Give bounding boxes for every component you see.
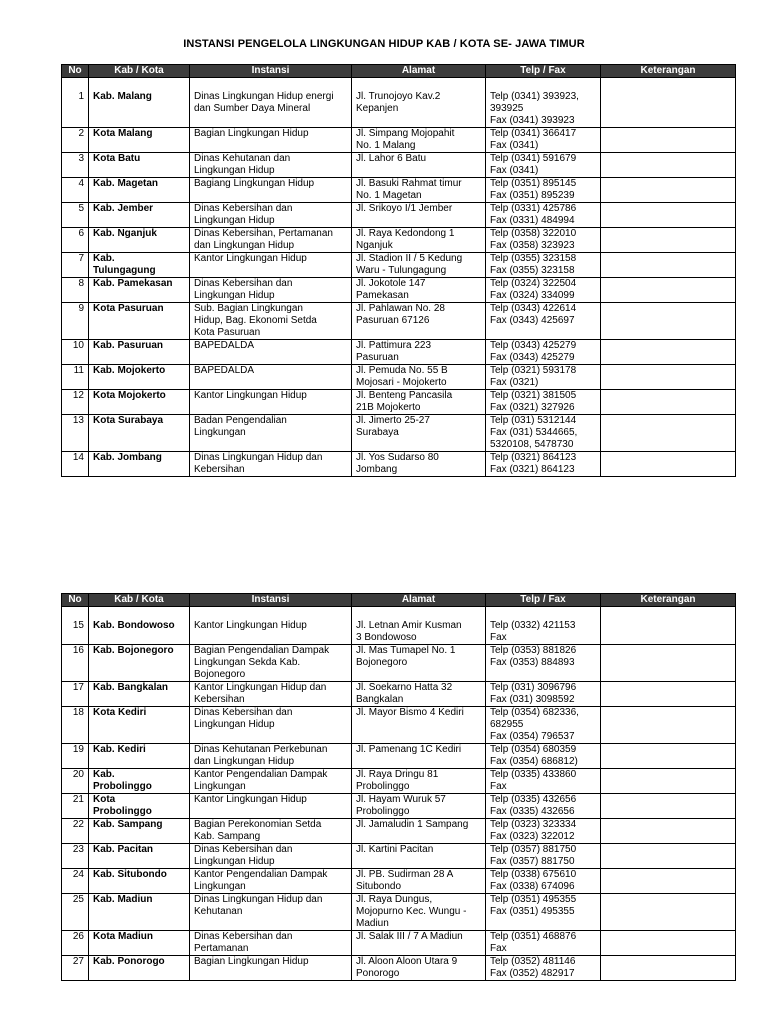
cell-alamat: Jl. Raya Kedondong 1 Nganjuk [352, 228, 486, 253]
table-row [62, 707, 736, 744]
cell-kab-kota: Kota Madiun [89, 931, 190, 956]
cell-kab-kota: Kab. Madiun [89, 894, 190, 931]
cell-keterangan [601, 819, 736, 844]
table-row [62, 819, 736, 844]
table-row [62, 931, 736, 956]
cell-alamat: Jl. Mayor Bismo 4 Kediri [352, 707, 486, 744]
cell-telp-fax: Telp (0351) 495355 Fax (0351) 495355 [486, 894, 601, 931]
table-header-row [62, 594, 736, 607]
cell-telp-fax: Telp (0324) 322504 Fax (0324) 334099 [486, 278, 601, 303]
header-keterangan: Keterangan [601, 65, 736, 78]
cell-no: 7 [62, 253, 89, 278]
table-row [62, 340, 736, 365]
cell-keterangan [601, 390, 736, 415]
cell-telp-fax: Telp (0357) 881750 Fax (0357) 881750 [486, 844, 601, 869]
cell-telp-fax: Telp (0321) 593178 Fax (0321) [486, 365, 601, 390]
cell-kab-kota: Kab. Pamekasan [89, 278, 190, 303]
table-row [62, 894, 736, 931]
cell-kab-kota: Kab. Pasuruan [89, 340, 190, 365]
cell-keterangan [601, 744, 736, 769]
cell-keterangan [601, 278, 736, 303]
cell-alamat: Jl. Jamaludin 1 Sampang [352, 819, 486, 844]
cell-keterangan [601, 869, 736, 894]
cell-telp-fax: Telp (0341) 393923, 393925 Fax (0341) 393923 [486, 78, 601, 128]
cell-telp-fax: Telp (0323) 323334 Fax (0323) 322012 [486, 819, 601, 844]
cell-no: 9 [62, 303, 89, 340]
cell-kab-kota: Kab. Bondowoso [89, 607, 190, 645]
cell-telp-fax: Telp (0355) 323158 Fax (0355) 323158 [486, 253, 601, 278]
table-row [62, 769, 736, 794]
cell-instansi: Dinas Kebersihan, Pertamanan dan Lingkungan Hidup [190, 228, 352, 253]
cell-no: 19 [62, 744, 89, 769]
cell-alamat: Jl. Stadion II / 5 Kedung Waru - Tulungagung [352, 253, 486, 278]
table-row [62, 956, 736, 981]
header-kab-kota: Kab / Kota [89, 594, 190, 607]
cell-instansi: Dinas Kehutanan Perkebunan dan Lingkungan Hidup [190, 744, 352, 769]
cell-telp-fax: Telp (0331) 425786 Fax (0331) 484994 [486, 203, 601, 228]
cell-alamat: Jl. Raya Dungus, Mojopurno Kec. Wungu - Madiun [352, 894, 486, 931]
cell-kab-kota: Kota Mojokerto [89, 390, 190, 415]
cell-kab-kota: Kab. Probolinggo [89, 769, 190, 794]
cell-alamat: Jl. Aloon Aloon Utara 9 Ponorogo [352, 956, 486, 981]
cell-telp-fax: Telp (0341) 366417 Fax (0341) [486, 128, 601, 153]
cell-no: 13 [62, 415, 89, 452]
cell-no: 17 [62, 682, 89, 707]
cell-no: 18 [62, 707, 89, 744]
cell-alamat: Jl. Pamenang 1C Kediri [352, 744, 486, 769]
cell-instansi: Kantor Pengendalian Dampak Lingkungan [190, 869, 352, 894]
agency-table-2 [61, 593, 736, 981]
cell-no: 20 [62, 769, 89, 794]
cell-instansi: Dinas Kebersihan dan Lingkungan Hidup [190, 278, 352, 303]
cell-alamat: Jl. Jimerto 25-27 Surabaya [352, 415, 486, 452]
table-row [62, 278, 736, 303]
table-row [62, 744, 736, 769]
table-row [62, 153, 736, 178]
cell-alamat: Jl. Pahlawan No. 28 Pasuruan 67126 [352, 303, 486, 340]
cell-alamat: Jl. Salak III / 7 A Madiun [352, 931, 486, 956]
cell-keterangan [601, 645, 736, 682]
cell-alamat: Jl. Benteng Pancasila 21B Mojokerto [352, 390, 486, 415]
cell-alamat: Jl. Pemuda No. 55 B Mojosari - Mojokerto [352, 365, 486, 390]
cell-keterangan [601, 707, 736, 744]
cell-keterangan [601, 415, 736, 452]
cell-telp-fax: Telp (0343) 422614 Fax (0343) 425697 [486, 303, 601, 340]
cell-no: 5 [62, 203, 89, 228]
cell-telp-fax: Telp (031) 3096796 Fax (031) 3098592 [486, 682, 601, 707]
cell-kab-kota: Kab. Jember [89, 203, 190, 228]
table-row [62, 869, 736, 894]
cell-kab-kota: Kab. Sampang [89, 819, 190, 844]
cell-kab-kota: Kab. Tulungagung [89, 253, 190, 278]
cell-no: 10 [62, 340, 89, 365]
cell-instansi: Bagian Lingkungan Hidup [190, 956, 352, 981]
cell-keterangan [601, 203, 736, 228]
cell-alamat: Jl. Pattimura 223 Pasuruan [352, 340, 486, 365]
cell-alamat: Jl. Hayam Wuruk 57 Probolinggo [352, 794, 486, 819]
table-row [62, 178, 736, 203]
cell-instansi: Dinas Kehutanan dan Lingkungan Hidup [190, 153, 352, 178]
cell-keterangan [601, 844, 736, 869]
cell-alamat: Jl. Letnan Amir Kusman 3 Bondowoso [352, 607, 486, 645]
cell-no: 12 [62, 390, 89, 415]
cell-kab-kota: Kota Probolinggo [89, 794, 190, 819]
cell-instansi: BAPEDALDA [190, 340, 352, 365]
table-row [62, 365, 736, 390]
table-row [62, 228, 736, 253]
cell-kab-kota: Kab. Bojonegoro [89, 645, 190, 682]
cell-instansi: Kantor Pengendalian Dampak Lingkungan [190, 769, 352, 794]
header-instansi: Instansi [190, 65, 352, 78]
header-keterangan: Keterangan [601, 594, 736, 607]
cell-alamat: Jl. Soekarno Hatta 32 Bangkalan [352, 682, 486, 707]
cell-telp-fax: Telp (0321) 864123 Fax (0321) 864123 [486, 452, 601, 477]
cell-keterangan [601, 894, 736, 931]
cell-telp-fax: Telp (0352) 481146 Fax (0352) 482917 [486, 956, 601, 981]
cell-kab-kota: Kab. Malang [89, 78, 190, 128]
cell-no: 3 [62, 153, 89, 178]
cell-telp-fax: Telp (0351) 895145 Fax (0351) 895239 [486, 178, 601, 203]
cell-instansi: Bagiang Lingkungan Hidup [190, 178, 352, 203]
cell-keterangan [601, 769, 736, 794]
cell-instansi: BAPEDALDA [190, 365, 352, 390]
cell-instansi: Badan Pengendalian Lingkungan [190, 415, 352, 452]
cell-instansi: Dinas Kebersihan dan Pertamanan [190, 931, 352, 956]
cell-no: 11 [62, 365, 89, 390]
cell-kab-kota: Kota Pasuruan [89, 303, 190, 340]
cell-no: 24 [62, 869, 89, 894]
cell-kab-kota: Kab. Mojokerto [89, 365, 190, 390]
cell-alamat: Jl. Trunojoyo Kav.2 Kepanjen [352, 78, 486, 128]
cell-instansi: Dinas Lingkungan Hidup energi dan Sumber Daya Mineral [190, 78, 352, 128]
table-row [62, 645, 736, 682]
table-row [62, 303, 736, 340]
cell-instansi: Bagian Lingkungan Hidup [190, 128, 352, 153]
cell-keterangan [601, 253, 736, 278]
table-row [62, 682, 736, 707]
cell-instansi: Dinas Lingkungan Hidup dan Kehutanan [190, 894, 352, 931]
cell-no: 27 [62, 956, 89, 981]
cell-kab-kota: Kota Batu [89, 153, 190, 178]
cell-keterangan [601, 452, 736, 477]
cell-telp-fax: Telp (0335) 433860 Fax [486, 769, 601, 794]
cell-alamat: Jl. Mas Tumapel No. 1 Bojonegoro [352, 645, 486, 682]
cell-no: 16 [62, 645, 89, 682]
cell-instansi: Kantor Lingkungan Hidup [190, 794, 352, 819]
header-alamat: Alamat [352, 594, 486, 607]
cell-keterangan [601, 78, 736, 128]
cell-instansi: Kantor Lingkungan Hidup dan Kebersihan [190, 682, 352, 707]
agency-table-1 [61, 64, 736, 477]
cell-telp-fax: Telp (0341) 591679 Fax (0341) [486, 153, 601, 178]
table-row [62, 452, 736, 477]
cell-no: 14 [62, 452, 89, 477]
cell-telp-fax: Telp (0321) 381505 Fax (0321) 327926 [486, 390, 601, 415]
cell-instansi: Dinas Kebersihan dan Lingkungan Hidup [190, 844, 352, 869]
table-row [62, 794, 736, 819]
table-row [62, 128, 736, 153]
cell-instansi: Dinas Lingkungan Hidup dan Kebersihan [190, 452, 352, 477]
cell-no: 8 [62, 278, 89, 303]
cell-no: 15 [62, 607, 89, 645]
cell-kab-kota: Kab. Jombang [89, 452, 190, 477]
cell-instansi: Dinas Kebersihan dan Lingkungan Hidup [190, 203, 352, 228]
cell-telp-fax: Telp (0353) 881826 Fax (0353) 884893 [486, 645, 601, 682]
header-no: No [62, 594, 89, 607]
cell-alamat: Jl. Kartini Pacitan [352, 844, 486, 869]
cell-keterangan [601, 682, 736, 707]
table-row [62, 415, 736, 452]
cell-keterangan [601, 128, 736, 153]
cell-instansi: Kantor Lingkungan Hidup [190, 607, 352, 645]
cell-telp-fax: Telp (031) 5312144 Fax (031) 5344665, 5320108, 5478730 [486, 415, 601, 452]
table-row [62, 253, 736, 278]
cell-telp-fax: Telp (0354) 680359 Fax (0354) 686812) [486, 744, 601, 769]
header-no: No [62, 65, 89, 78]
cell-no: 23 [62, 844, 89, 869]
cell-keterangan [601, 303, 736, 340]
cell-kab-kota: Kab. Bangkalan [89, 682, 190, 707]
cell-kab-kota: Kab. Nganjuk [89, 228, 190, 253]
cell-no: 25 [62, 894, 89, 931]
table-row [62, 203, 736, 228]
cell-keterangan [601, 607, 736, 645]
table-row [62, 390, 736, 415]
cell-no: 2 [62, 128, 89, 153]
cell-alamat: Jl. Lahor 6 Batu [352, 153, 486, 178]
cell-alamat: Jl. Yos Sudarso 80 Jombang [352, 452, 486, 477]
cell-kab-kota: Kab. Ponorogo [89, 956, 190, 981]
cell-instansi: Dinas Kebersihan dan Lingkungan Hidup [190, 707, 352, 744]
cell-keterangan [601, 228, 736, 253]
header-instansi: Instansi [190, 594, 352, 607]
cell-instansi: Sub. Bagian Lingkungan Hidup, Bag. Ekonomi Setda Kota Pasuruan [190, 303, 352, 340]
cell-telp-fax: Telp (0338) 675610 Fax (0338) 674096 [486, 869, 601, 894]
cell-no: 21 [62, 794, 89, 819]
cell-kab-kota: Kota Kediri [89, 707, 190, 744]
cell-keterangan [601, 365, 736, 390]
header-telp-fax: Telp / Fax [486, 594, 601, 607]
header-telp-fax: Telp / Fax [486, 65, 601, 78]
cell-instansi: Bagian Perekonomian Setda Kab. Sampang [190, 819, 352, 844]
cell-telp-fax: Telp (0335) 432656 Fax (0335) 432656 [486, 794, 601, 819]
cell-alamat: Jl. Srikoyo I/1 Jember [352, 203, 486, 228]
cell-alamat: Jl. Basuki Rahmat timur No. 1 Magetan [352, 178, 486, 203]
cell-telp-fax: Telp (0332) 421153 Fax [486, 607, 601, 645]
document-title: INSTANSI PENGELOLA LINGKUNGAN HIDUP KAB / KOTA SE- JAWA TIMUR [183, 38, 585, 50]
cell-keterangan [601, 153, 736, 178]
cell-alamat: Jl. Jokotole 147 Pamekasan [352, 278, 486, 303]
header-alamat: Alamat [352, 65, 486, 78]
cell-telp-fax: Telp (0351) 468876 Fax [486, 931, 601, 956]
cell-telp-fax: Telp (0358) 322010 Fax (0358) 323923 [486, 228, 601, 253]
cell-alamat: Jl. PB. Sudirman 28 A Situbondo [352, 869, 486, 894]
cell-kab-kota: Kab. Pacitan [89, 844, 190, 869]
cell-kab-kota: Kab. Situbondo [89, 869, 190, 894]
cell-keterangan [601, 956, 736, 981]
cell-kab-kota: Kab. Kediri [89, 744, 190, 769]
cell-alamat: Jl. Simpang Mojopahit No. 1 Malang [352, 128, 486, 153]
cell-instansi: Kantor Lingkungan Hidup [190, 390, 352, 415]
cell-instansi: Kantor Lingkungan Hidup [190, 253, 352, 278]
table-header-row [62, 65, 736, 78]
cell-no: 26 [62, 931, 89, 956]
cell-telp-fax: Telp (0343) 425279 Fax (0343) 425279 [486, 340, 601, 365]
cell-no: 4 [62, 178, 89, 203]
table-row [62, 844, 736, 869]
table-row [62, 607, 736, 645]
cell-keterangan [601, 178, 736, 203]
cell-kab-kota: Kab. Magetan [89, 178, 190, 203]
cell-no: 6 [62, 228, 89, 253]
table-row [62, 78, 736, 128]
cell-no: 22 [62, 819, 89, 844]
cell-instansi: Bagian Pengendalian Dampak Lingkungan Sekda Kab. Bojonegoro [190, 645, 352, 682]
cell-kab-kota: Kota Malang [89, 128, 190, 153]
cell-keterangan [601, 340, 736, 365]
cell-keterangan [601, 794, 736, 819]
header-kab-kota: Kab / Kota [89, 65, 190, 78]
cell-alamat: Jl. Raya Dringu 81 Probolinggo [352, 769, 486, 794]
cell-telp-fax: Telp (0354) 682336, 682955 Fax (0354) 796537 [486, 707, 601, 744]
cell-keterangan [601, 931, 736, 956]
cell-kab-kota: Kota Surabaya [89, 415, 190, 452]
cell-no: 1 [62, 78, 89, 128]
